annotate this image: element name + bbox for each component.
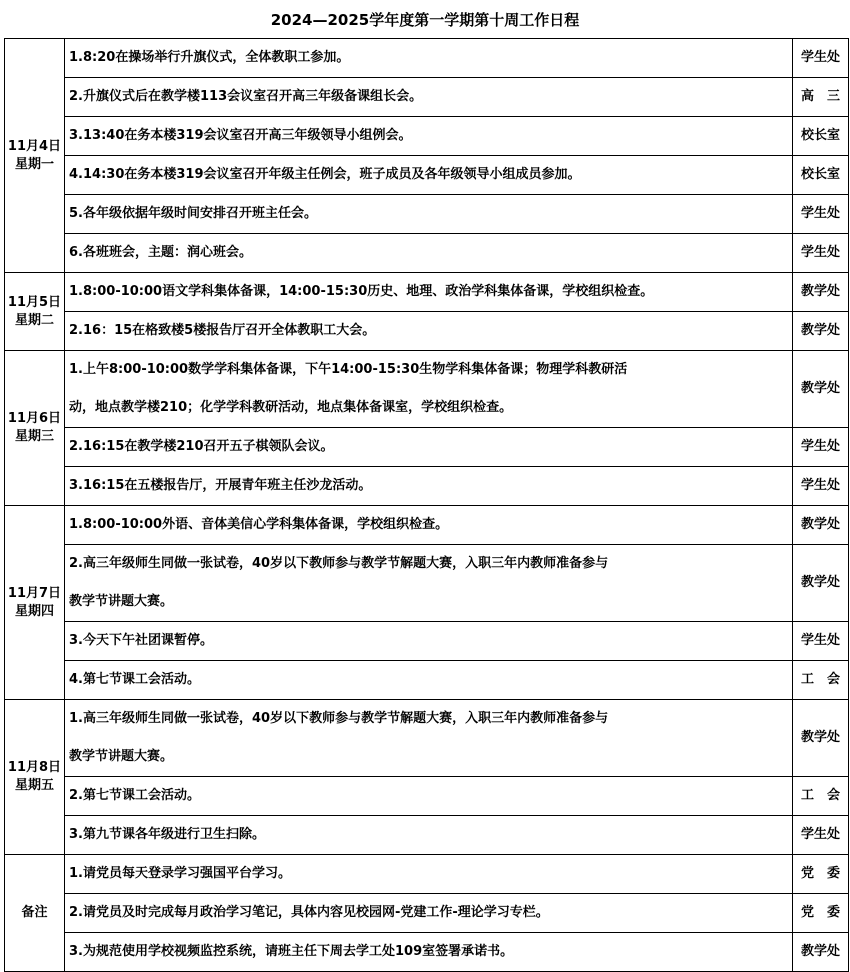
department-cell: 教学处 <box>793 545 849 622</box>
department-cell: 教学处 <box>793 273 849 312</box>
table-row <box>5 39 849 78</box>
day-date: 11月4日 <box>7 138 62 154</box>
schedule-item-text: 3.13:40在务本楼319会议室召开高三年级领导小组例会。 <box>65 117 793 156</box>
schedule-item-text: 4.14:30在务本楼319会议室召开年级主任例会，班子成员及各年级领导小组成员参加。 <box>65 156 793 195</box>
department-cell: 学生处 <box>793 39 849 78</box>
schedule-item-line: 2.高三年级师生同做一张试卷，40岁以下教师参与教学节解题大赛，入职三年内教师准备参与 <box>69 556 609 571</box>
table-row <box>5 816 849 855</box>
schedule-item-text: 3.为规范使用学校视频监控系统，请班主任下周去学工处109室签署承诺书。 <box>65 933 793 972</box>
schedule-item-text: 2.第七节课工会活动。 <box>65 777 793 816</box>
schedule-item-text: 1.8:00-10:00外语、音体美信心学科集体备课，学校组织检查。 <box>65 506 793 545</box>
department-cell: 工 会 <box>793 661 849 700</box>
schedule-item-text: 6.各班班会，主题：润心班会。 <box>65 234 793 273</box>
schedule-item-line: 动，地点教学楼210；化学学科教研活动，地点集体备课室，学校组织检查。 <box>69 400 513 415</box>
day-cell <box>5 39 65 273</box>
table-row <box>5 117 849 156</box>
table-row <box>5 467 849 506</box>
schedule-item-text <box>65 351 793 428</box>
table-row <box>5 234 849 273</box>
schedule-item-text: 2.升旗仪式后在教学楼113会议室召开高三年级备课组长会。 <box>65 78 793 117</box>
department-cell: 高 三 <box>793 78 849 117</box>
schedule-item-line: 教学节讲题大赛。 <box>69 749 174 764</box>
department-cell: 校长室 <box>793 156 849 195</box>
table-row <box>5 312 849 351</box>
department-cell: 学生处 <box>793 195 849 234</box>
day-weekday: 星期一 <box>14 156 54 172</box>
schedule-item-text: 3.16:15在五楼报告厅，开展青年班主任沙龙活动。 <box>65 467 793 506</box>
schedule-item-text: 5.各年级依据年级时间安排召开班主任会。 <box>65 195 793 234</box>
table-row <box>5 156 849 195</box>
day-date: 11月7日 <box>7 585 62 601</box>
department-cell: 学生处 <box>793 622 849 661</box>
department-cell: 教学处 <box>793 700 849 777</box>
department-cell: 工 会 <box>793 777 849 816</box>
department-cell: 学生处 <box>793 234 849 273</box>
notes-label: 备注 <box>5 855 65 972</box>
schedule-item-text: 1.8:00-10:00语文学科集体备课，14:00-15:30历史、地理、政治学科集体备课，学校组织检查。 <box>65 273 793 312</box>
department-cell: 学生处 <box>793 467 849 506</box>
department-cell: 校长室 <box>793 117 849 156</box>
department-cell: 教学处 <box>793 933 849 972</box>
schedule-item-text <box>65 545 793 622</box>
table-row <box>5 428 849 467</box>
day-weekday: 星期五 <box>14 778 54 793</box>
day-date: 11月6日 <box>7 411 62 426</box>
schedule-item-line: 1.高三年级师生同做一张试卷，40岁以下教师参与教学节解题大赛，入职三年内教师准备参与 <box>69 711 609 726</box>
department-cell: 党 委 <box>793 855 849 894</box>
department-cell: 党 委 <box>793 894 849 933</box>
table-row <box>5 545 849 622</box>
table-row <box>5 777 849 816</box>
schedule-item-text: 3.第九节课各年级进行卫生扫除。 <box>65 816 793 855</box>
schedule-item-text: 2.请党员及时完成每月政治学习笔记，具体内容见校园网-党建工作-理论学习专栏。 <box>65 894 793 933</box>
table-row <box>5 195 849 234</box>
table-row <box>5 894 849 933</box>
day-weekday: 星期三 <box>14 429 54 444</box>
day-cell <box>5 351 65 506</box>
department-cell: 教学处 <box>793 312 849 351</box>
schedule-item-text: 1.8:20在操场举行升旗仪式，全体教职工参加。 <box>65 39 793 78</box>
day-cell <box>5 506 65 700</box>
day-cell <box>5 700 65 855</box>
department-cell: 教学处 <box>793 506 849 545</box>
table-row <box>5 273 849 312</box>
table-row <box>5 661 849 700</box>
day-weekday: 星期四 <box>14 603 54 619</box>
schedule-item-text: 4.第七节课工会活动。 <box>65 661 793 700</box>
department-cell: 教学处 <box>793 351 849 428</box>
page-title: 2024—2025学年度第一学期第十周工作日程 <box>270 11 580 29</box>
department-cell: 学生处 <box>793 816 849 855</box>
schedule-table <box>4 38 849 972</box>
table-row <box>5 506 849 545</box>
day-date: 11月5日 <box>7 294 62 310</box>
schedule-item-text: 3.今天下午社团课暂停。 <box>65 622 793 661</box>
table-row <box>5 622 849 661</box>
schedule-item-line: 教学节讲题大赛。 <box>69 594 174 609</box>
schedule-item-text: 1.请党员每天登录学习强国平台学习。 <box>65 855 793 894</box>
day-date: 11月8日 <box>7 760 62 775</box>
table-row <box>5 933 849 972</box>
table-row <box>5 700 849 777</box>
department-cell: 学生处 <box>793 428 849 467</box>
schedule-item-text <box>65 700 793 777</box>
table-row <box>5 351 849 428</box>
schedule-item-text: 2.16：15在格致楼5楼报告厅召开全体教职工大会。 <box>65 312 793 351</box>
day-cell <box>5 273 65 351</box>
table-row <box>5 855 849 894</box>
schedule-item-text: 2.16:15在教学楼210召开五子棋领队会议。 <box>65 428 793 467</box>
schedule-item-line: 1.上午8:00-10:00数学学科集体备课，下午14:00-15:30生物学科集体备课；物理学科教研活 <box>69 362 628 377</box>
table-row <box>5 78 849 117</box>
day-weekday: 星期二 <box>14 312 54 328</box>
